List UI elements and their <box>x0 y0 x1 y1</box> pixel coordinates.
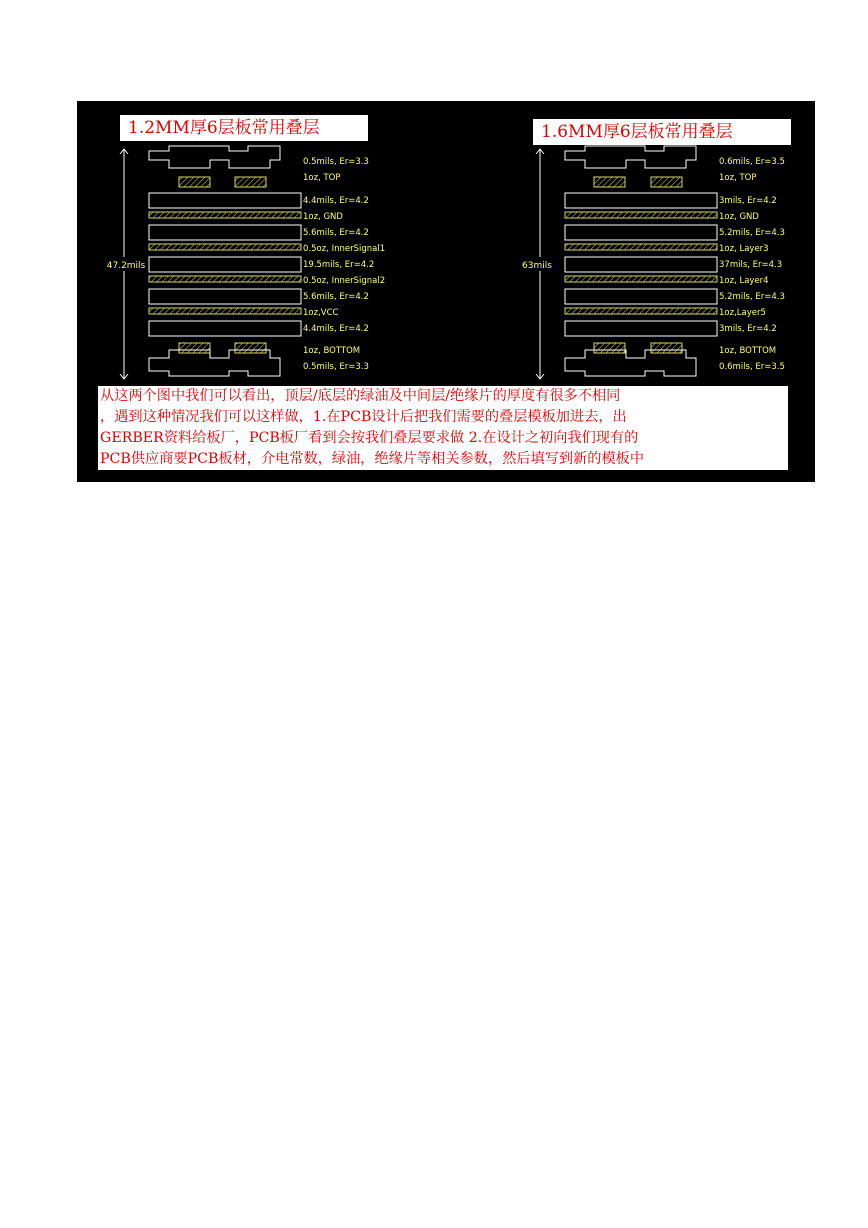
left-stack <box>107 146 385 379</box>
right-gnd-plane <box>565 212 717 218</box>
left-gnd-plane <box>149 212 301 218</box>
right-core <box>565 257 717 272</box>
left-label: 5.6mils, Er=4.2 <box>303 292 369 302</box>
right-label: 1oz, BOTTOM <box>719 346 777 356</box>
left-label: 0.5mils, Er=3.3 <box>303 157 369 167</box>
left-bottom-copper-pad-2 <box>235 343 266 353</box>
right-top-copper-pad-1 <box>594 177 625 187</box>
left-bottom-copper-pad-1 <box>179 343 210 353</box>
left-label: 4.4mils, Er=4.2 <box>303 324 369 334</box>
right-layer-labels <box>719 157 785 372</box>
explanation-note <box>98 386 788 470</box>
right-label: 3mils, Er=4.2 <box>719 324 777 334</box>
left-label: 4.4mils, Er=4.2 <box>303 196 369 206</box>
right-label: 0.6mils, Er=3.5 <box>719 157 785 167</box>
right-thickness-dimension <box>522 149 558 379</box>
right-layer5 <box>565 308 717 314</box>
left-inner-signal-1 <box>149 244 301 250</box>
right-label: 1oz, Layer4 <box>719 276 769 286</box>
right-total-thickness-label: 63mils <box>522 261 552 271</box>
right-dielectric-1 <box>565 193 717 208</box>
right-solder-mask-top <box>565 146 696 168</box>
left-inner-signal-2 <box>149 276 301 282</box>
right-label: 5.2mils, Er=4.3 <box>719 292 785 302</box>
left-label: 0.5oz, InnerSignal1 <box>303 244 386 254</box>
right-bottom-copper-pad-1 <box>594 343 625 353</box>
left-dielectric-2 <box>149 225 301 240</box>
left-top-copper-pad-2 <box>235 177 266 187</box>
right-stack-title: 1.6MM厚6层板常用叠层 <box>533 119 791 145</box>
right-label: 1oz, GND <box>719 212 759 222</box>
left-label: 5.6mils, Er=4.2 <box>303 228 369 238</box>
note-line: ，遇到这种情况我们可以这样做，1.在PCB设计后把我们需要的叠层模板加进去，出 <box>100 409 627 425</box>
left-vcc-plane <box>149 308 301 314</box>
left-dielectric-4 <box>149 321 301 336</box>
right-label: 0.6mils, Er=3.5 <box>719 362 785 372</box>
left-total-thickness-label: 47.2mils <box>106 261 146 271</box>
left-label: 1oz,VCC <box>303 308 339 318</box>
left-stack-title: 1.2MM厚6层板常用叠层 <box>120 115 368 141</box>
right-solder-mask-bottom <box>565 350 696 376</box>
note-line: GERBER资料给板厂，PCB板厂看到会按我们叠层要求做 2.在设计之初向我们现有的 <box>100 430 639 446</box>
right-label: 3mils, Er=4.2 <box>719 196 777 206</box>
right-label: 1oz, TOP <box>719 173 757 183</box>
right-layer4 <box>565 276 717 282</box>
stackup-diagram <box>77 101 815 391</box>
right-bottom-copper-pad-2 <box>651 343 682 353</box>
left-label: 19.5mils, Er=4.2 <box>303 260 375 270</box>
left-thickness-dimension <box>107 149 147 379</box>
right-label: 37mils, Er=4.3 <box>719 260 783 270</box>
left-label: 1oz, TOP <box>303 173 341 183</box>
left-dielectric-1 <box>149 193 301 208</box>
right-layer3 <box>565 244 717 250</box>
left-label: 1oz, GND <box>303 212 343 222</box>
right-stack <box>522 146 785 379</box>
right-label: 1oz,Layer5 <box>719 308 766 318</box>
note-line: PCB供应商要PCB板材，介电常数，绿油，绝缘片等相关参数，然后填写到新的模板中 <box>100 451 645 467</box>
right-label: 5.2mils, Er=4.3 <box>719 228 785 238</box>
left-label: 0.5oz, InnerSignal2 <box>303 276 386 286</box>
left-core <box>149 257 301 272</box>
left-top-copper-pad-1 <box>179 177 210 187</box>
left-label: 1oz, BOTTOM <box>303 346 361 356</box>
left-solder-mask-bottom <box>149 350 280 376</box>
left-label: 0.5mils, Er=3.3 <box>303 362 369 372</box>
left-solder-mask-top <box>149 146 280 168</box>
left-dielectric-3 <box>149 289 301 304</box>
right-label: 1oz, Layer3 <box>719 244 769 254</box>
right-dielectric-2 <box>565 225 717 240</box>
right-top-copper-pad-2 <box>651 177 682 187</box>
right-dielectric-4 <box>565 321 717 336</box>
note-line: 从这两个图中我们可以看出，顶层/底层的绿油及中间层/绝缘片的厚度有很多不相同 <box>100 388 621 404</box>
right-dielectric-3 <box>565 289 717 304</box>
left-layer-labels <box>303 157 385 372</box>
